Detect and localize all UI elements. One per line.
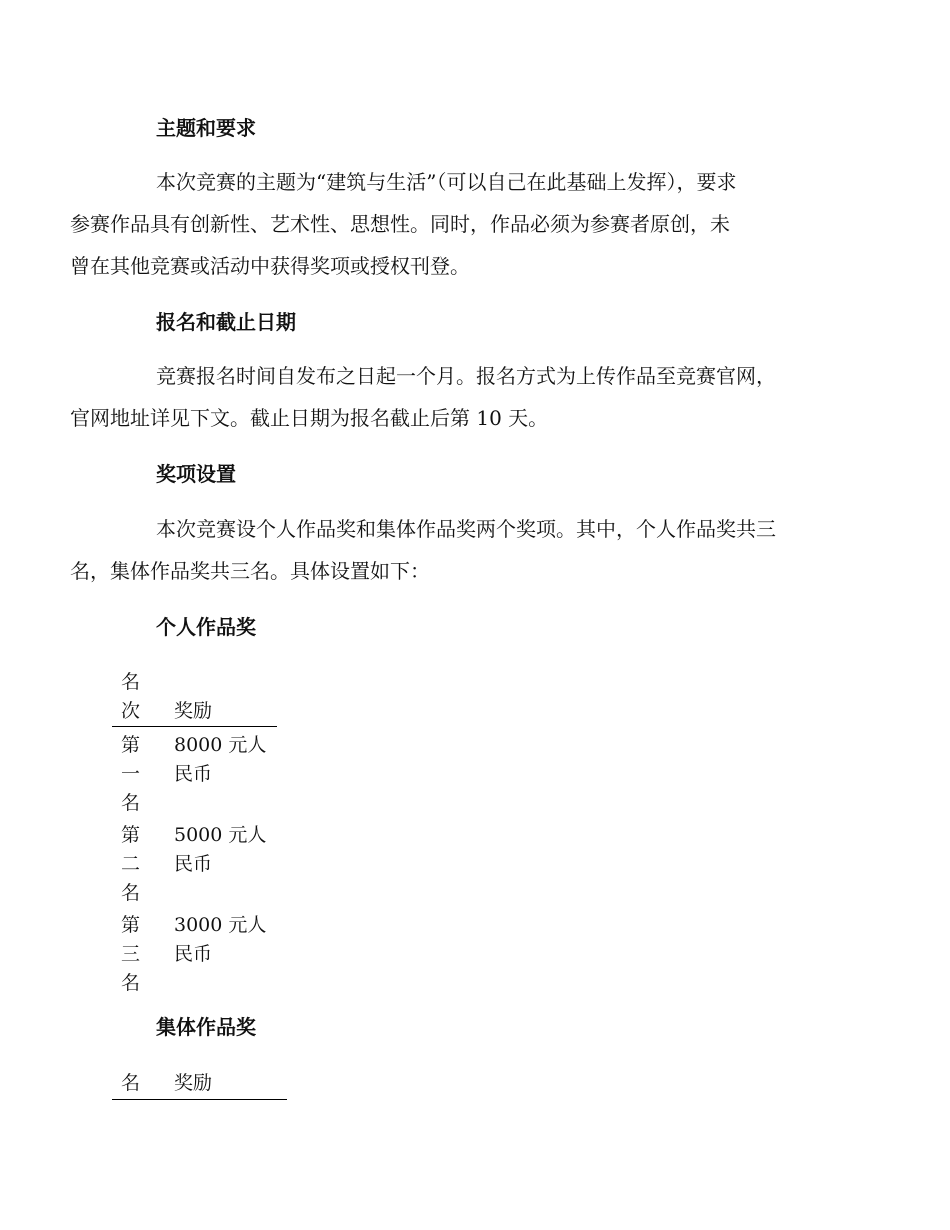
reward-line: 8000 元人 [174, 734, 267, 756]
section-heading-theme: 主题和要求 [156, 116, 256, 140]
table-cell-rank [121, 911, 145, 998]
table-row [112, 911, 277, 1001]
paragraph-line: 参赛作品具有创新性、艺术性、思想性。同时，作品必须为参赛者原创，未 [70, 212, 730, 236]
paragraph-theme [70, 161, 833, 287]
reward-line: 3000 元人 [174, 914, 267, 936]
subheading-individual-awards: 个人作品奖 [156, 615, 256, 639]
paragraph-line: 竞赛报名时间自发布之日起一个月。报名方式为上传作品至竞赛官网， [156, 364, 776, 388]
reward-line: 民币 [174, 943, 213, 965]
reward-line: 民币 [174, 853, 213, 875]
rank-char: 名 [121, 972, 141, 994]
paragraph-awards [70, 508, 833, 592]
section-heading-signup: 报名和截止日期 [156, 310, 296, 334]
table-header-reward: 奖励 [174, 1072, 213, 1094]
rank-char: 第 [121, 824, 141, 846]
paragraph-line: 官网地址详见下文。截止日期为报名截止后第 10 天。 [70, 406, 549, 430]
table-header-reward: 奖励 [174, 700, 213, 722]
table-header-row [112, 1069, 287, 1100]
rank-char: 名 [121, 792, 141, 814]
table-row [112, 821, 277, 911]
subheading-group-awards: 集体作品奖 [156, 1015, 256, 1039]
table-cell-reward [174, 911, 274, 969]
paragraph-line: 名，集体作品奖共三名。具体设置如下： [70, 559, 430, 583]
table-cell-reward [174, 731, 274, 789]
rank-char: 第 [121, 734, 141, 756]
rank-char: 一 [121, 763, 141, 785]
rank-char: 名 [121, 882, 141, 904]
reward-line: 5000 元人 [174, 824, 267, 846]
paragraph-line: 本次竞赛设个人作品奖和集体作品奖两个奖项。其中，个人作品奖共三 [156, 517, 776, 541]
rank-char: 第 [121, 914, 141, 936]
paragraph-line: 曾在其他竞赛或活动中获得奖项或授权刊登。 [70, 254, 470, 278]
header-rank-char: 次 [121, 700, 141, 722]
paragraph-signup [70, 355, 833, 439]
table-header-rank: 名 [121, 1072, 141, 1094]
table-row [112, 731, 277, 821]
header-rank-char: 名 [121, 671, 141, 693]
table-cell-reward [174, 821, 274, 879]
paragraph-line: 本次竞赛的主题为“建筑与生活”（可以自己在此基础上发挥），要求 [156, 170, 737, 194]
section-heading-awards: 奖项设置 [156, 462, 236, 486]
reward-line: 民币 [174, 763, 213, 785]
individual-awards-table [112, 668, 277, 1001]
table-cell-rank [121, 731, 145, 818]
rank-char: 二 [121, 853, 141, 875]
table-header-row [112, 668, 277, 727]
table-header-rank [121, 668, 145, 726]
group-awards-table [112, 1069, 287, 1100]
rank-char: 三 [121, 943, 141, 965]
table-cell-rank [121, 821, 145, 908]
